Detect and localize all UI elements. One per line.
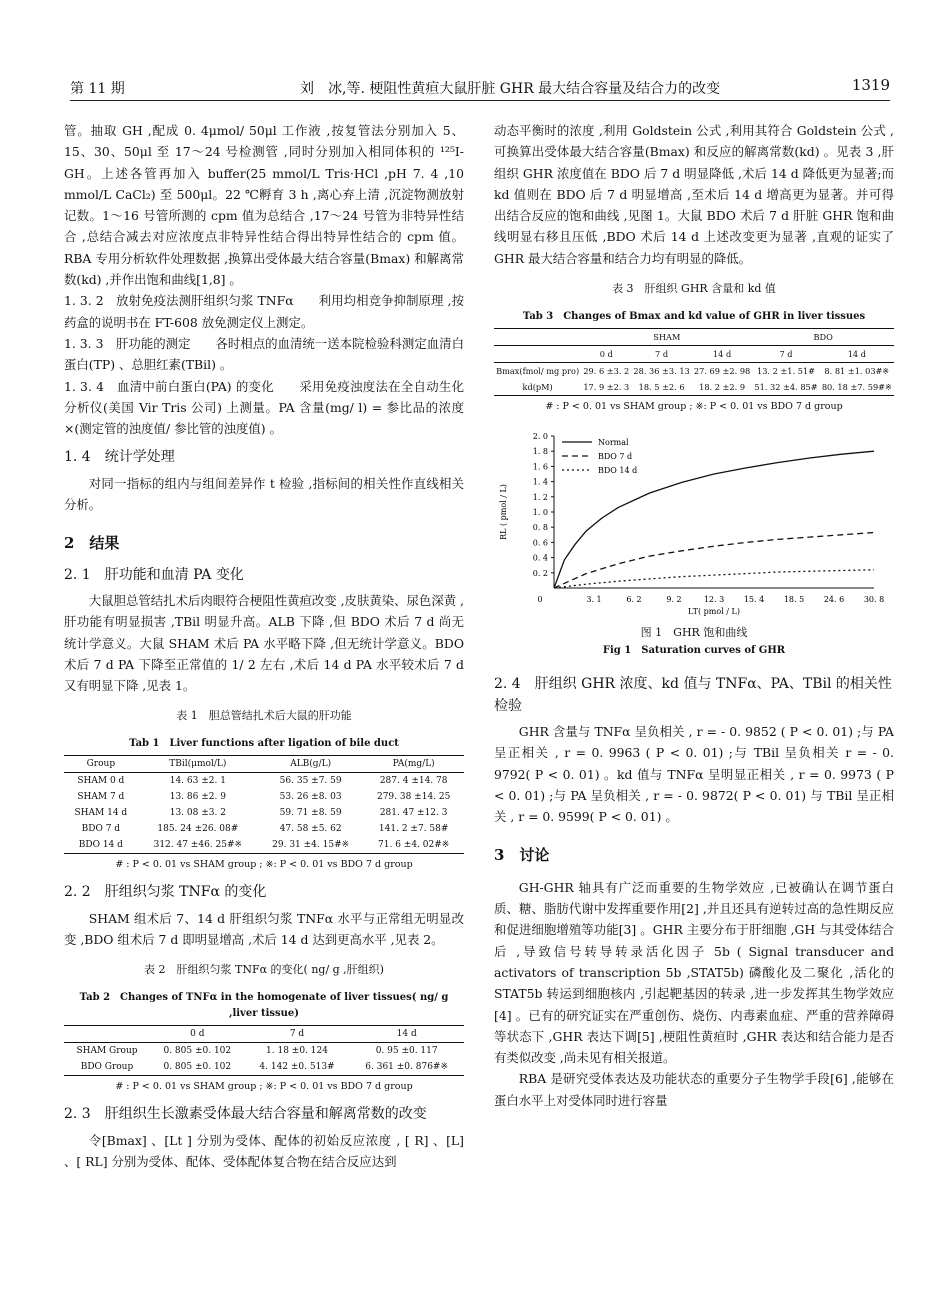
section-3-title: 3 讨论 (494, 846, 550, 865)
page-number: 1319 (851, 76, 890, 94)
saturation-chart-svg (494, 428, 894, 618)
y-tick-label: 2. 0 (532, 432, 548, 442)
table-1-note: # : P < 0. 01 vs SHAM group ; ※: P < 0. 01 vs BDO 7 d group (115, 859, 413, 871)
section-title: 1. 3. 3 肝功能的测定 (64, 335, 191, 351)
y-tick-label: 0. 4 (532, 553, 548, 563)
x-tick-label: 18. 5 (783, 595, 805, 605)
table-cell: 287. 4 ±14. 78 (379, 776, 448, 787)
table-header: PA(mg/L) (363, 756, 464, 773)
table-cell: 71. 6 ±4. 02#※ (378, 840, 450, 851)
section-2-2-text: SHAM 组术后 7、14 d 肝组织匀浆 TNFα 水平与正常组无明显改变 ,BDO 组术后 7 d 即明显增高 ,术后 14 d 达到更高水平 ,见表 2。 (64, 910, 464, 948)
issue-number: 第 11 期 (70, 81, 125, 97)
section-2-4-title: 2. 4 肝组织 GHR 浓度、kd 值与 TNFα、PA、TBil 的相关性检验 (494, 676, 892, 714)
table-cell: BDO 14 d (78, 840, 123, 851)
table-row (64, 789, 464, 805)
table-row (494, 379, 894, 396)
table-2-note: # : P < 0. 01 vs SHAM group ; ※: P < 0. 01 vs BDO 7 d group (115, 1081, 413, 1093)
left-column (64, 120, 464, 1172)
x-tick-label: 30. 8 (863, 595, 885, 605)
table-cell: kd(pM) (522, 382, 553, 393)
table-cell: 312. 47 ±46. 25#※ (153, 840, 243, 851)
table-cell: 13. 08 ±3. 2 (169, 808, 226, 819)
y-tick-label: 1. 8 (532, 447, 548, 457)
section-2-2-title: 2. 2 肝组织匀浆 TNFα 的变化 (64, 884, 267, 901)
series-line-1 (554, 533, 874, 589)
y-tick-label: 1. 6 (532, 462, 548, 472)
table-header: 14 d (349, 1026, 464, 1043)
x-tick-label: 6. 2 (626, 595, 642, 605)
table-header: 14 d (692, 346, 753, 363)
section-1-3-4 (64, 376, 464, 440)
table-2-caption-cn: 表 2 肝组织匀浆 TNFα 的变化( ng/ g ,肝组织) (144, 963, 384, 977)
y-tick-label: 1. 2 (532, 492, 548, 502)
results-paragraph: 动态平衡时的浓度 ,利用 Goldstein 公式 ,利用其符合 Goldstein 公式 ,可换算出受体最大结合容量(Bmax) 和反应的解离常数(kd) 。见表 3 ,肝组织 GHR 浓度值在 BDO 后 7 d 明显降低 ,术后 14 d 降低更为显著;而 kd 值则在 BDO 后 7 d 明显增高 ,至术后 14 d 增高更为显著。并可得出结合反应的饱和曲线 ,见图 1。大鼠 BDO 术后 7 d 肝脏 GHR 饱和曲线明显右移且压低 ,BDO 术后 14 d 上述改变更为显著 ,直观的证实了 GHR 最大结合容量和结合力均有明显的降低。 (494, 123, 894, 266)
table-header: 7 d (245, 1026, 350, 1043)
table-cell: 185. 24 ±26. 08# (157, 824, 239, 835)
table-cell: SHAM Group (76, 1046, 138, 1057)
legend-label: BDO 14 d (598, 466, 638, 476)
section-2-title: 2 结果 (64, 534, 120, 553)
table-cell: 56. 35 ±7. 59 (279, 776, 342, 787)
section-title: 1. 3. 4 血清中前白蛋白(PA) 的变化 (64, 378, 274, 394)
table-group-bdo: BDO (752, 329, 894, 346)
section-text: 采用免疫浊度法在全自动生化分析仪(美国 Vir Tris 公司) 上测量。PA 含量(mg/ l) = 参比品的浓度 ×(测定管的浊度值/ 参比管的浊度值) 。 (64, 378, 464, 437)
table-cell: 29. 6 ±3. 2 (583, 366, 630, 377)
saturation-chart (494, 428, 894, 624)
method-paragraph: 管。抽取 GH ,配成 0. 4μmol/ 50μl 工作液 ,按复管法分别加入 5、15、30、50μl 至 17～24 号检测管 ,同时分别加入相同体积的 ¹²⁵I-GH。上述各管再加入 buffer(25 mmol/L Tris·HCl ,pH 7. 4 ,10 mmol/L CaCl₂) 至 500μl。22 ℃孵育 3 h ,离心弃上清 ,沉淀物测放射记数。1～16 号管所测的 cpm 值为总结合 ,17～24 号管为非特异性结合 ,总结合减去对应浓度点非特异性结合得出特异性结合的 cpm 值。RBA 专用分析软件处理数据 ,换算出受体最大结合容量(Bmax) 和解离常数(kd) ,并作出饱和曲线[1,8] 。 (64, 123, 464, 288)
table-3-caption-cn: 表 3 肝组织 GHR 含量和 kd 值 (612, 282, 776, 296)
section-1-4-text: 对同一指标的组内与组间差异作 t 检验 ,指标间的相关性作直线相关分析。 (64, 475, 464, 513)
table-cell: 53. 26 ±8. 03 (279, 792, 342, 803)
section-2-1-text: 大鼠胆总管结扎术后肉眼符合梗阻性黄疸改变 ,皮肤黄染、尿色深黄 ,肝功能有明显损害 ,TBil 明显升高。ALB 下降 ,但 BDO 术后 7 d 尚无统计学意义。大鼠 SHAM 术后 PA 水平略下降 ,但无统计学意义。BDO 术后 7 d PA 下降至正常值的 1/ 2 左右 ,术后 14 d PA 水平较术后 7 d 又有明显下降 ,见表 1。 (64, 592, 464, 694)
y-tick-label: 1. 4 (532, 477, 548, 487)
table-cell: 0. 805 ±0. 102 (163, 1062, 232, 1073)
table-row (64, 805, 464, 821)
table-header: TBil(μmol/L) (138, 756, 258, 773)
section-2-3-text: 令[Bmax] 、[Lt ] 分别为受体、配体的初始反应浓度 , [ R] 、[L] 、[ RL] 分别为受体、配体、受体配体复合物在结合反应达到 (64, 1132, 464, 1169)
table-cell: 18. 5 ±2. 6 (638, 382, 685, 393)
table-3-caption-en: Tab 3 Changes of Bmax and kd value of GHR in liver tissues (522, 311, 866, 323)
x-tick-label: 3. 1 (586, 595, 602, 605)
section-3-text-1: GH-GHR 轴具有广泛而重要的生物学效应 ,已被确认在调节蛋白质、糖、脂肪代谢中发挥重要作用[2] ,并且还具有逆转过高的急性期反应和促进细胞增殖等功能[3] 。GHR 主要分布于肝细胞 ,GH 与其受体结合后 ,导致信号转导转录活化因子 5b ( Signal transducer and activators of transcription 5b ,STAT5b) 磷酸化及二聚化 ,活化的 STAT5b 转运到细胞核内 ,引起靶基因的转录 ,进一步发挥其生物学效应[4] 。已有的研究证实在严重创伤、烧伤、内毒素血症、严重的营养障碍等状态下 ,GHR 表达下调[5] ,梗阻性黄疸时 ,GHR 表达和结合能力是否有类似改变 ,尚未见有相关报道。 (494, 879, 894, 1066)
table-group-sham: SHAM (581, 329, 752, 346)
table-cell: 13. 2 ±1. 51# (757, 366, 816, 377)
section-2-1-title: 2. 1 肝功能和血清 PA 变化 (64, 566, 244, 583)
table-cell: 281. 47 ±12. 3 (379, 808, 448, 819)
table-cell: Bmax(fmol/ mg pro) (496, 366, 580, 377)
table-header: 7 d (631, 346, 692, 363)
legend-label: BDO 7 d (598, 452, 633, 462)
legend-label: Normal (598, 438, 629, 448)
table-cell: 0. 95 ±0. 117 (375, 1046, 438, 1057)
section-title: 1. 3. 2 放射免疫法测肝组织匀浆 TNFα (64, 293, 294, 309)
table-row (64, 821, 464, 837)
table-2 (64, 1025, 464, 1076)
section-text: 利用均相竞争抑制原理 ,按药盒的说明书在 FT-608 放免测定仪上测定。 (64, 293, 464, 330)
x-axis-label: LT( pmol / L) (688, 607, 740, 617)
table-cell: 13. 86 ±2. 9 (169, 792, 226, 803)
table-cell: BDO Group (80, 1062, 134, 1073)
section-1-4-title: 1. 4 统计学处理 (64, 449, 175, 466)
table-cell: 4. 142 ±0. 513# (259, 1062, 335, 1073)
table-cell: 141. 2 ±7. 58# (378, 824, 449, 835)
right-column (494, 120, 894, 1111)
table-header (494, 329, 581, 346)
y-tick-label: 0. 8 (532, 523, 548, 533)
y-axis-label: RL ( pmol / L) (499, 484, 508, 540)
x-tick-label: 12. 3 (703, 595, 725, 605)
table-row (64, 1043, 464, 1060)
table-cell: SHAM 14 d (74, 808, 128, 819)
table-row (64, 1059, 464, 1076)
table-header (64, 1026, 150, 1043)
table-header: 0 d (581, 346, 631, 363)
table-cell: 59. 71 ±8. 59 (279, 808, 342, 819)
section-2-3-title: 2. 3 肝组织生长激素受体最大结合容量和解离常数的改变 (64, 1106, 427, 1123)
running-header (70, 74, 890, 101)
table-cell: 279. 38 ±14. 25 (376, 792, 451, 803)
y-tick-label: 0. 2 (532, 568, 548, 578)
section-3-text-2: RBA 是研究受体表达及功能状态的重要分子生物学手段[6] ,能够在蛋白水平上对受体同时进行容量 (494, 1071, 894, 1108)
x-tick-label: 9. 2 (666, 595, 682, 605)
table-cell: SHAM 7 d (77, 792, 125, 803)
table-1-caption-cn: 表 1 胆总管结扎术后大鼠的肝功能 (176, 709, 352, 723)
table-1-caption-en: Tab 1 Liver functions after ligation of bile duct (129, 738, 399, 750)
table-1 (64, 755, 464, 854)
table-cell: 6. 361 ±0. 876#※ (365, 1062, 449, 1073)
table-header: 14 d (820, 346, 894, 363)
table-cell: SHAM 0 d (77, 776, 125, 787)
table-cell: 18. 2 ±2. 9 (699, 382, 746, 393)
table-cell: 29. 31 ±4. 15#※ (272, 840, 350, 851)
table-cell: 27. 69 ±2. 98 (693, 366, 751, 377)
table-cell: 17. 9 ±2. 3 (583, 382, 630, 393)
table-header: ALB(g/L) (258, 756, 363, 773)
table-header: 0 d (150, 1026, 245, 1043)
table-cell: 8. 81 ±1. 03#※ (824, 366, 890, 377)
section-1-3-3 (64, 333, 464, 376)
section-text: 各时相点的血清统一送本院检验科测定血清白蛋白(TP) 、总胆红素(TBil) 。 (64, 335, 464, 373)
table-cell: 80. 18 ±7. 59#※ (821, 382, 892, 393)
running-title: 刘 冰,等. 梗阻性黄疸大鼠肝脏 GHR 最大结合容量及结合力的改变 (300, 81, 721, 97)
y-tick-label: 1. 0 (532, 508, 548, 518)
table-cell: 51. 32 ±4. 85# (754, 382, 818, 393)
table-cell: 47. 58 ±5. 62 (279, 824, 342, 835)
table-header: 7 d (752, 346, 819, 363)
figure-1-caption-en: Fig 1 Saturation curves of GHR (602, 645, 786, 657)
y-tick-label: 0. 6 (532, 538, 548, 548)
table-cell: BDO 7 d (81, 824, 121, 835)
table-cell: 14. 63 ±2. 1 (169, 776, 226, 787)
x-tick-label: 15. 4 (743, 595, 765, 605)
series-line-2 (554, 570, 874, 588)
table-3-note: # : P < 0. 01 vs SHAM group ; ※: P < 0. 01 vs BDO 7 d group (545, 401, 843, 413)
table-header: Group (64, 756, 138, 773)
table-row (64, 773, 464, 790)
section-2-4-text: GHR 含量与 TNFα 呈负相关 , r = - 0. 9852 ( P < 0. 01) ;与 PA 呈正相关 , r = 0. 9963 ( P < 0. 01) ;与 TBil 呈负相关 r = - 0. 9792( P < 0. 01) 。kd 值与 TNFα 呈明显正相关 , r = 0. 9973 ( P < 0. 01) ;与 PA 呈负相关 , r = - 0. 9872( P < 0. 01) 与 TBil 呈正相关 , r = 0. 9599( P < 0. 01) 。 (494, 723, 894, 825)
table-3 (494, 328, 894, 396)
x-tick-label: 24. 6 (823, 595, 845, 605)
x-tick-label: 0 (537, 595, 543, 605)
table-cell: 0. 805 ±0. 102 (163, 1046, 232, 1057)
table-row (494, 363, 894, 380)
table-2-caption-en: Tab 2 Changes of TNFα in the homogenate of liver tissues( ng/ g ,liver tissue) (79, 992, 449, 1020)
table-row (64, 837, 464, 854)
table-header (494, 346, 581, 363)
section-1-3-2 (64, 290, 464, 333)
figure-1-caption-cn: 图 1 GHR 饱和曲线 (640, 626, 748, 640)
table-cell: 28. 36 ±3. 13 (633, 366, 690, 377)
table-cell: 1. 18 ±0. 124 (266, 1046, 328, 1057)
